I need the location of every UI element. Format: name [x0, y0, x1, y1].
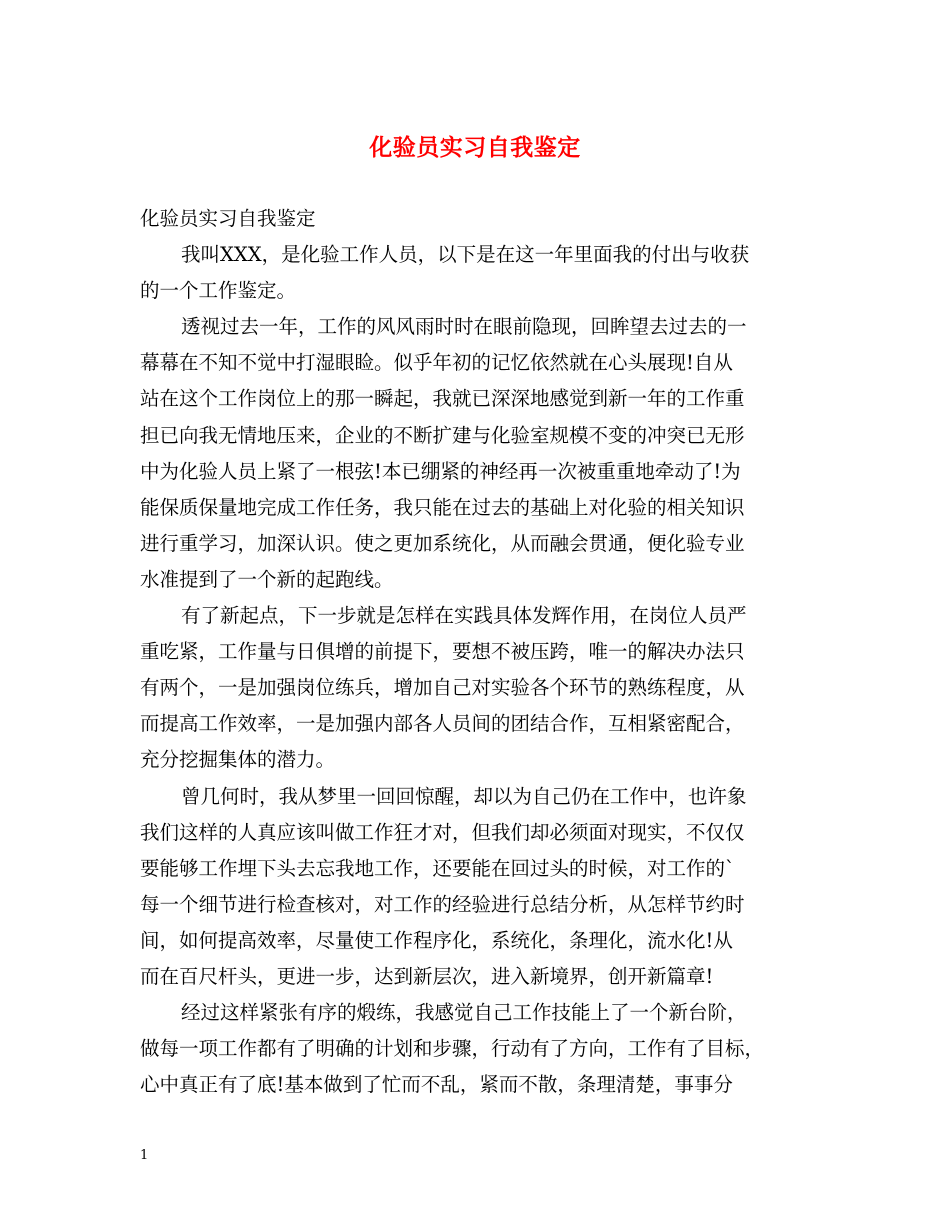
body-line: 能保质保量地完成工作任务，我只能在过去的基础上对化验的相关知识	[140, 495, 745, 519]
body-line: 而提高工作效率，一是加强内部各人员间的团结合作，互相紧密配合，	[140, 712, 745, 736]
body-line: 每一个细节进行检查核对，对工作的经验进行总结分析，从怎样节约时	[140, 892, 745, 916]
body-line: 曾几何时，我从梦里一回回惊醒，却以为自己仍在工作中，也许象	[181, 784, 747, 808]
body-line: 的一个工作鉴定。	[140, 279, 297, 303]
body-line: 重吃紧，工作量与日俱增的前提下，要想不被压跨，唯一的解决办法只	[140, 640, 745, 664]
body-line: 进行重学习，加深认识。使之更加系统化，从而融会贯通，便化验专业	[140, 531, 745, 555]
body-line: 我叫XXX，是化验工作人员，以下是在这一年里面我的付出与收获	[181, 243, 750, 267]
body-line: 充分挖掘集体的潜力。	[140, 748, 336, 772]
body-line: 要能够工作埋下头去忘我地工作，还要能在回过头的时候，对工作的`	[140, 856, 735, 880]
body-line: 水准提到了一个新的起跑线。	[140, 567, 394, 591]
body-line: 幕幕在不知不觉中打湿眼睑。似乎年初的记忆依然就在心头展现!自从	[140, 351, 733, 375]
body-line: 有两个，一是加强岗位练兵，增加自己对实验各个环节的熟练程度，从	[140, 676, 745, 700]
body-line: 经过这样紧张有序的煅练，我感觉自己工作技能上了一个新台阶，	[181, 1001, 747, 1025]
document-subtitle: 化验员实习自我鉴定	[140, 207, 316, 230]
body-line: 心中真正有了底!基本做到了忙而不乱，紧而不散，条理清楚，事事分	[140, 1073, 733, 1097]
body-line: 间，如何提高效率，尽量使工作程序化，系统化，条理化，流水化!从	[140, 928, 733, 952]
body-line: 站在这个工作岗位上的那一瞬起，我就已深深地感觉到新一年的工作重	[140, 387, 745, 411]
body-line: 担已向我无情地压来，企业的不断扩建与化验室规模不变的冲突已无形	[140, 423, 745, 447]
page-number: 1	[140, 1148, 149, 1163]
body-line: 透视过去一年，工作的风风雨时时在眼前隐现，回眸望去过去的一	[181, 315, 747, 339]
body-line: 做每一项工作都有了明确的计划和步骤，行动有了方向，工作有了目标，	[140, 1037, 765, 1061]
body-line: 我们这样的人真应该叫做工作狂才对，但我们却必须面对现实，不仅仅	[140, 820, 745, 844]
body-line: 而在百尺杆头，更进一步，达到新层次，进入新境界，创开新篇章!	[140, 964, 714, 988]
document-title: 化验员实习自我鉴定	[369, 134, 581, 161]
body-line: 中为化验人员上紧了一根弦!本已绷紧的神经再一次被重重地牵动了!为	[140, 459, 741, 483]
document-body	[140, 201, 815, 1103]
body-line: 有了新起点，下一步就是怎样在实践具体发辉作用，在岗位人员严	[181, 604, 747, 628]
